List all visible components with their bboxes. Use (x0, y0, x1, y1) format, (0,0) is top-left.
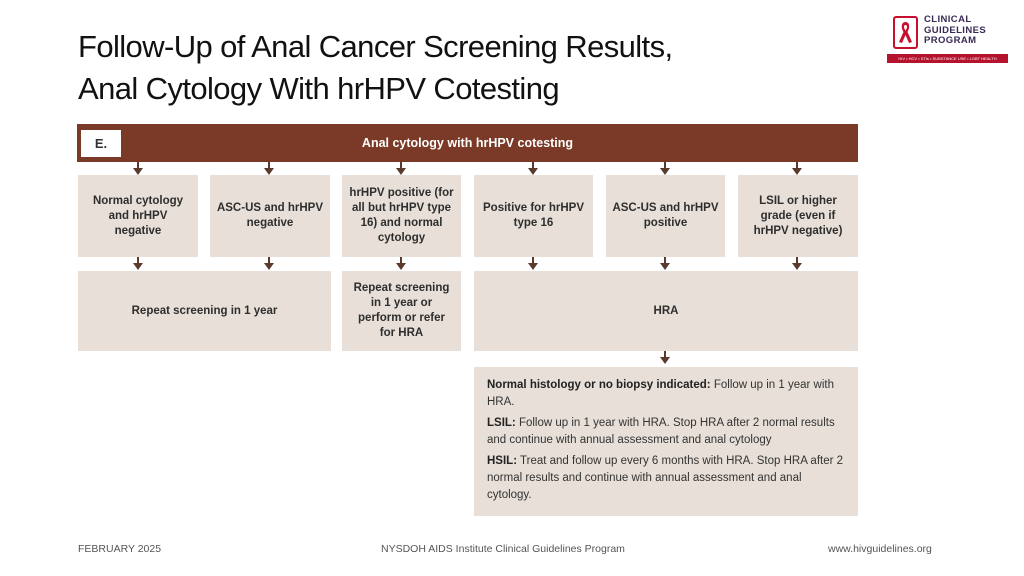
outcome-lsil (487, 415, 846, 449)
result-lsil-or-higher: LSIL or higher grade (even if hrHPV negative) (738, 175, 858, 257)
action-hra: HRA (474, 271, 858, 351)
logo-tagline: HIV • HCV • STIs • SUBSTANCE USE • LGBT HEALTH (887, 54, 1008, 63)
logo-line-1: CLINICAL (924, 14, 972, 25)
footer-program: NYSDOH AIDS Institute Clinical Guidelines Program (381, 543, 625, 555)
outcome-lsil-label: LSIL: (487, 417, 516, 429)
outcome-hsil-label: HSIL: (487, 455, 518, 467)
flowchart-header-label: Anal cytology with hrHPV cotesting (361, 136, 574, 150)
slide-title (78, 26, 673, 110)
logo-line-2: GUIDELINES (924, 24, 987, 36)
outcome-lsil-text: Follow up in 1 year with HRA. Stop HRA after 2 normal results and continue with annual assessment and anal cytology (487, 417, 835, 446)
footer-date: FEBRUARY 2025 (78, 543, 162, 555)
result-hpv-type-16: Positive for hrHPV type 16 (474, 175, 593, 257)
footer-url[interactable]: www.hivguidelines.org (828, 543, 932, 555)
panel-label: E. (81, 130, 121, 157)
action-repeat-or-hra: Repeat screening in 1 year or perform or refer for HRA (342, 271, 461, 351)
logo-line-3: PROGRAM (924, 35, 977, 46)
result-hpv-positive-normal-cytology: hrHPV positive (for all but hrHPV type 16) and normal cytology (342, 175, 461, 257)
outcome-hsil (487, 453, 846, 504)
action-repeat-screening: Repeat screening in 1 year (78, 271, 331, 351)
clinical-guidelines-logo[interactable] (887, 13, 1008, 63)
result-ascus-hpv-positive: ASC-US and hrHPV positive (606, 175, 725, 257)
result-ascus-hpv-negative: ASC-US and hrHPV negative (210, 175, 330, 257)
result-normal-hpv-negative: Normal cytology and hrHPV negative (78, 175, 198, 257)
hra-outcomes-box (474, 367, 858, 516)
logo-wordmark (924, 15, 986, 47)
outcome-normal-label: Normal histology or no biopsy indicated: (487, 379, 711, 391)
red-ribbon-icon (893, 16, 918, 49)
slide-title-line-2: Anal Cytology With hrHPV Cotesting (78, 71, 559, 106)
slide-title-line-1: Follow-Up of Anal Cancer Screening Results, (78, 29, 673, 64)
flowchart-header (77, 124, 858, 162)
outcome-normal-text: Follow up in 1 year with HRA. (487, 379, 835, 408)
outcome-hsil-text: Treat and follow up every 6 months with HRA. Stop HRA after 2 normal results and continue with annual assessment and anal cytology. (487, 455, 844, 501)
outcome-normal (487, 377, 846, 411)
